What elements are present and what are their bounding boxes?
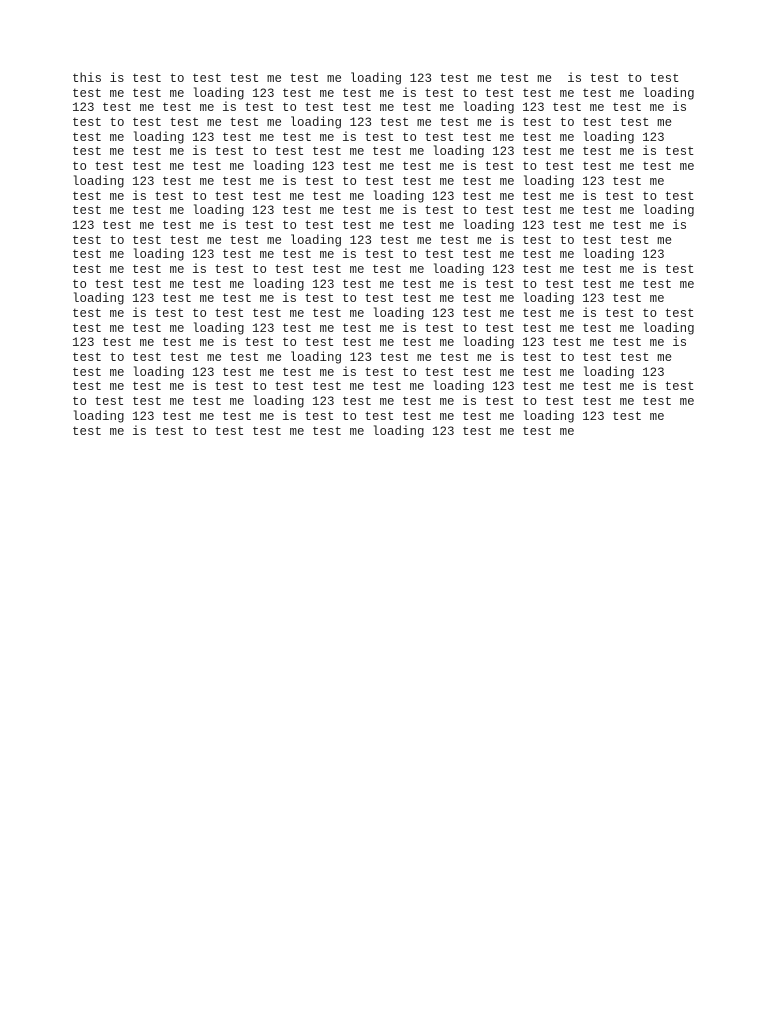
document-text: this is test to test test me test me loading 123 test me test me is test to test test me test me loading 123 test me test me is test to test test me test me loading 123 test me test me is test to test test me test me loading 123 test me test me is test to test test me test me loading 123 test me test me is test to test test me test me loading 123 test me test me is test to test test me test me loading 123 test me test me is test to test test me test me loading 123 test me test me is test to test test me test me loading 123 test me test me is test to test test me test me loading 123 test me test me is test to test test me test me loading 123 test me test me is test to test test me test me loading 123 test me test me is test to test test me test me loading 123 test me test me is test to test test me test me loading 123 test me test me is test to test test me test me loading 123 test me test me is test to test test me test me loading 123 test me test me is test to test test me test me loading 123 test me test me is test to test test me test me loading 123 test me test me is test to test test me test me loading 123 test me test me is test to test test me test me loading 123 test me test me is test to test test me test me loading 123 test me test me is test to test test me test me loading 123 test me test me is test to test test me test me loading 123 test me test me is test to test test me test me loading 123 test me test me is test to test test me test me loading 123 test me test me is test to test test me test me loading 123 test me test me is test to test test me test me loading 123 test me test me is test to test test me test me loading 123 test me test me is test to test test me test me loading 123 test me test me is test to test test me test me loading 123 test me test me is test to test test me test me loading 123 test me test me is test to test test me test me loading 123 test me test me is test to test test me test me loading 123 test me test me is test to test test me test me loading 123 test me test me [72,72,695,439]
